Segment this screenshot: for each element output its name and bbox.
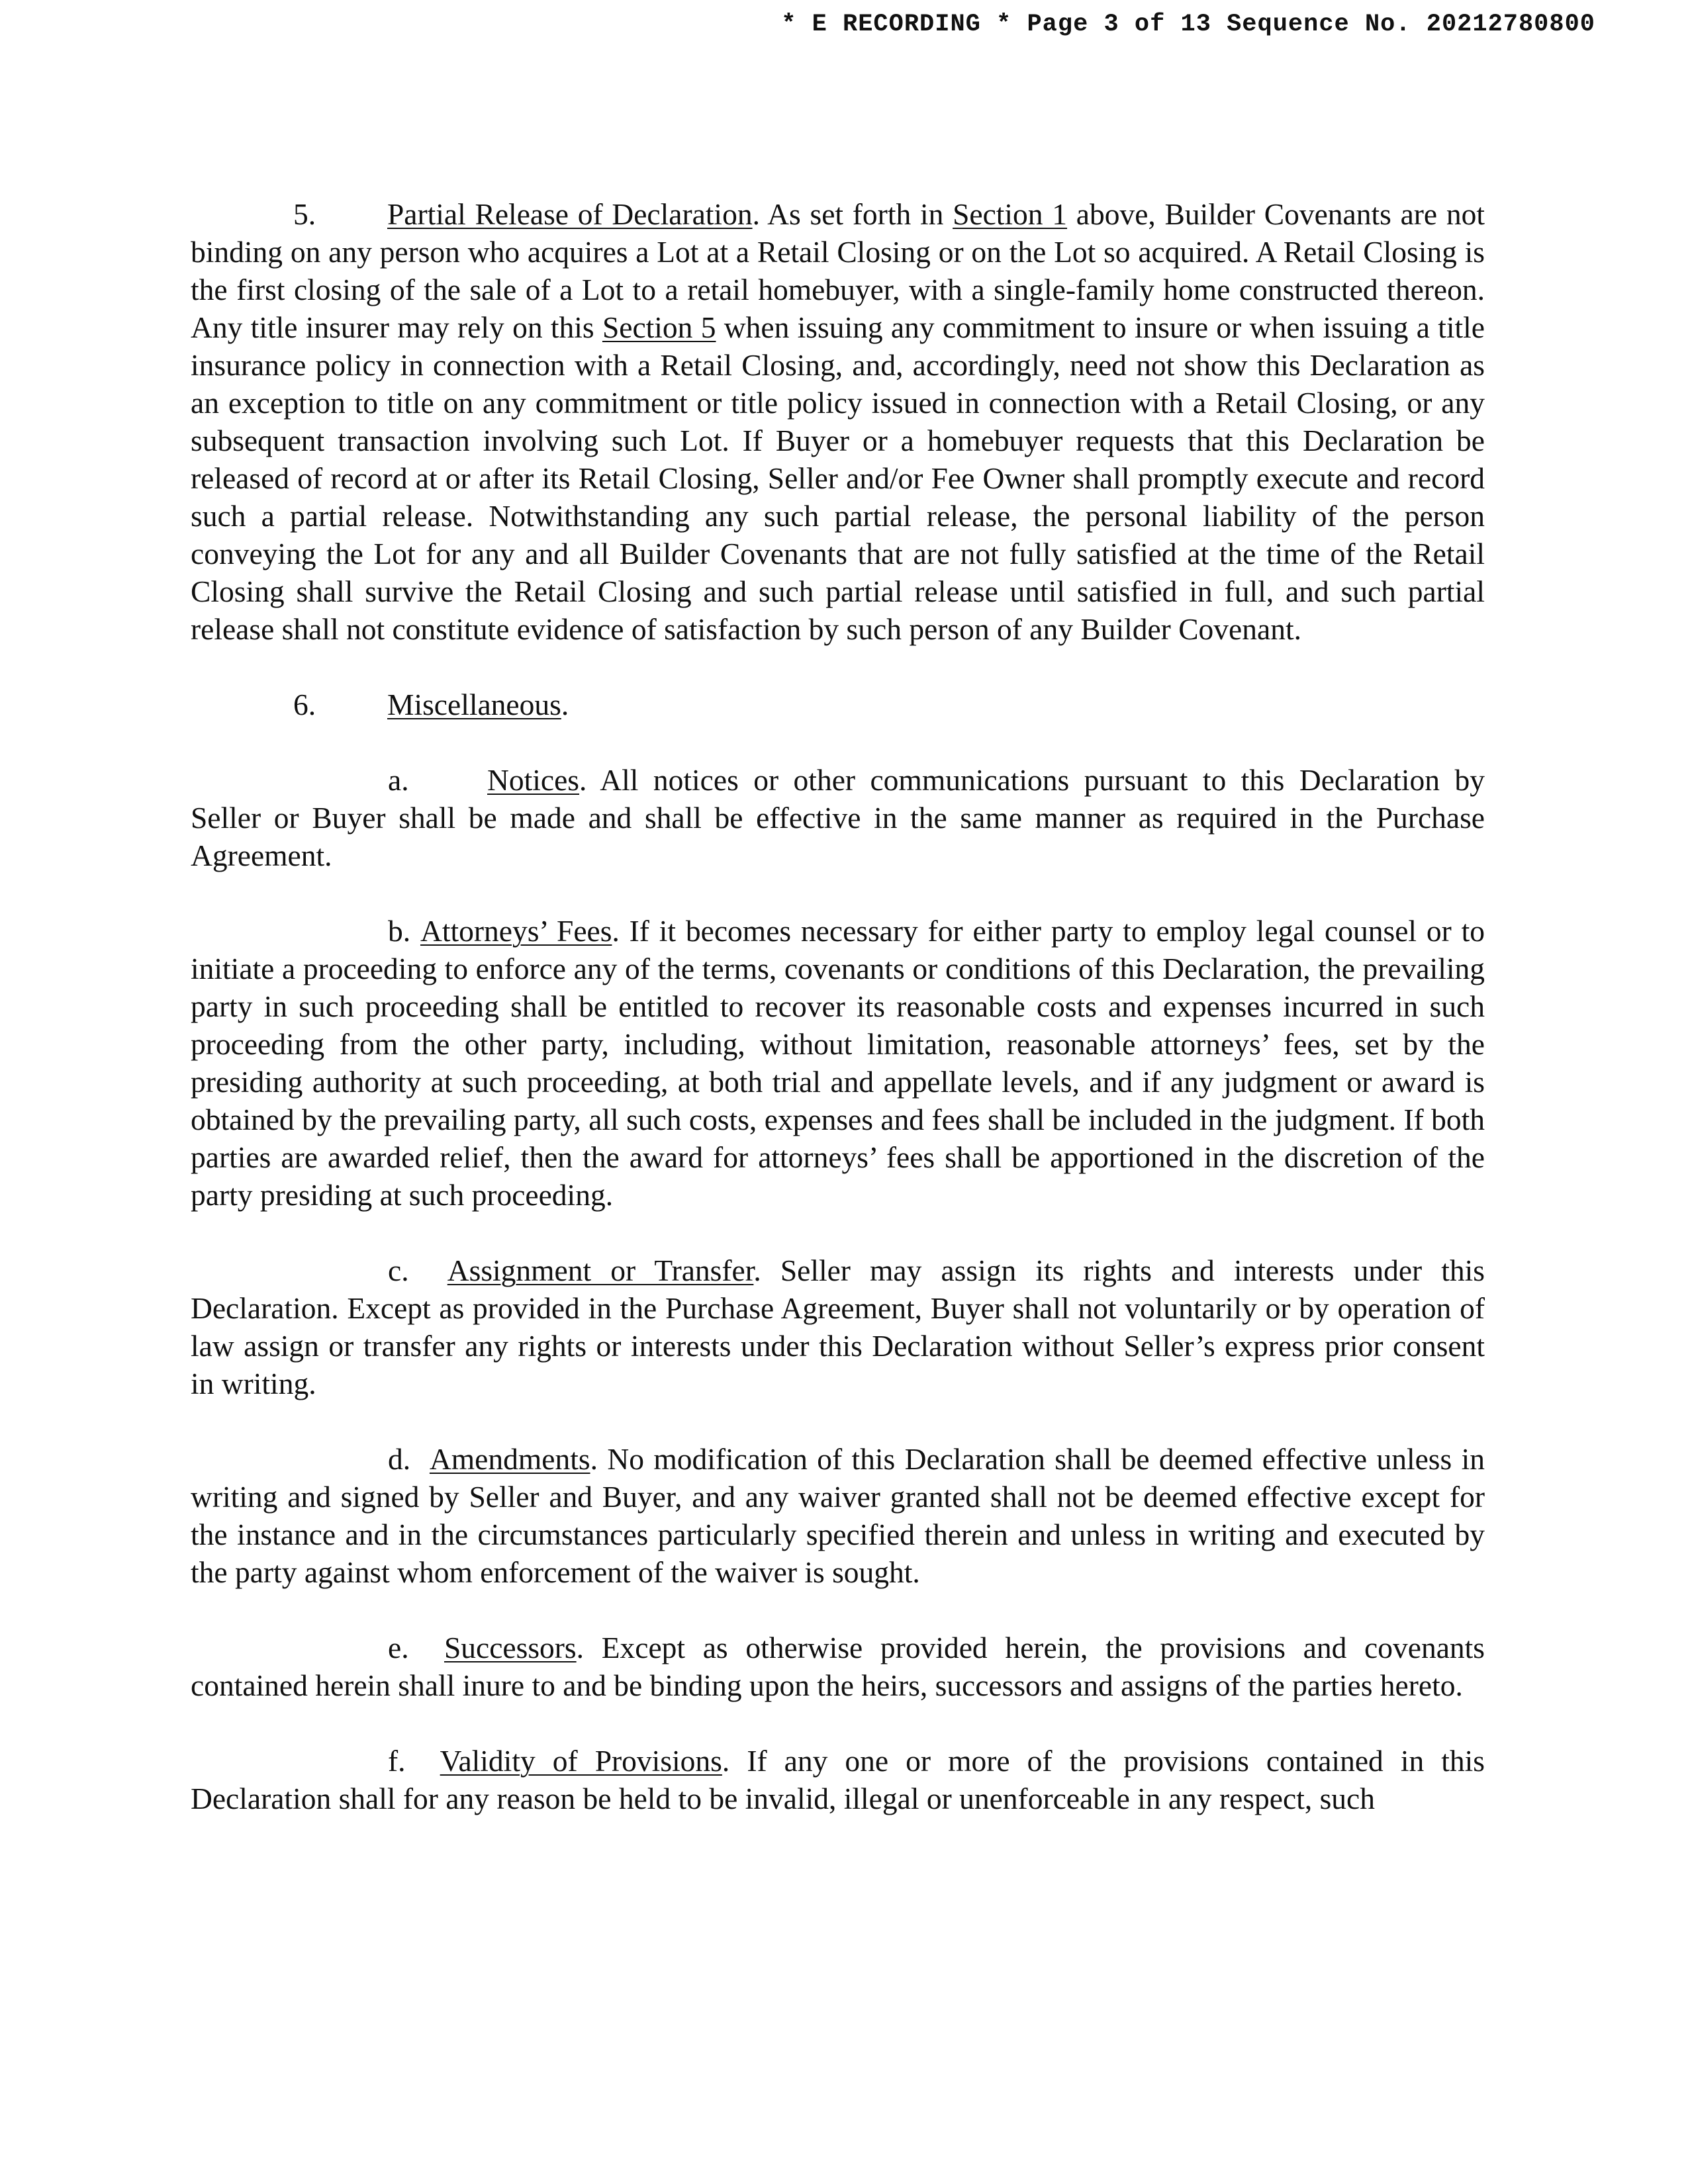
subsection-d-title: Amendments (429, 1442, 590, 1476)
subsection-e-letter: e. (388, 1631, 409, 1664)
subsection-b-text: . If it becomes necessary for either party to employ legal counsel or to initiate a proceeding to enforce any of the terms, covenants or conditions of this Declaration, the prevailing party in such proceeding shall be entitled to recover its reasonable costs and expenses incurred in such proceeding from the other party, including, without limitation, reasonable attorneys’ fees, set by the presiding authority at such proceeding, at both trial and appellate levels, and if any judgment or award is obtained by the prevailing party, all such costs, expenses and fees shall be included in the judgment. If both parties are awarded relief, then the award for attorneys’ fees shall be apportioned in the discretion of the party presiding at such proceeding. (191, 914, 1485, 1212)
subsection-f-paragraph (191, 1742, 1485, 1817)
subsection-a-paragraph (191, 761, 1485, 874)
subsection-c-paragraph (191, 1251, 1485, 1402)
subsection-d-paragraph (191, 1440, 1485, 1591)
section-6-heading (191, 686, 1485, 723)
section-5-text-a: . As set forth in (752, 197, 953, 231)
subsection-c-title: Assignment or Transfer (447, 1253, 754, 1287)
subsection-f-title: Validity of Provisions (440, 1744, 722, 1778)
document-body (191, 195, 1485, 1855)
subsection-e-title: Successors (444, 1631, 577, 1664)
section-5-text-c: when issuing any commitment to insure or when issuing a title insurance policy in connection with a Retail Closing, and, accordingly, need not show this Declaration as an exception to title on any commitment or title policy issued in connection with a Retail Closing, or any subsequent transaction involving such Lot. If Buyer or a homebuyer requests that this Declaration be released of record at or after its Retail Closing, Seller and/or Fee Owner shall promptly execute and record such a partial release. Notwithstanding any such partial release, the personal liability of the person conveying the Lot for any and all Builder Covenants that are not fully satisfied at the time of the Retail Closing shall survive the Retail Closing and such partial release until satisfied in full, and such partial release shall not constitute evidence of satisfaction by such person of any Builder Covenant. (191, 310, 1485, 646)
section-6-period: . (561, 688, 569, 721)
subsection-e-text: . Except as otherwise provided herein, the provisions and covenants contained herein shall inure to and be binding upon the heirs, successors and assigns of the parties hereto. (191, 1631, 1485, 1702)
section-6-title: Miscellaneous (387, 688, 561, 721)
subsection-f-letter: f. (388, 1744, 406, 1778)
subsection-c-letter: c. (388, 1253, 409, 1287)
section-5-reference: Section 5 (602, 310, 716, 344)
section-1-reference: Section 1 (953, 197, 1068, 231)
section-5-paragraph (191, 195, 1485, 648)
subsection-a-text: . All notices or other communications pursuant to this Declaration by Seller or Buyer shall be made and shall be effective in the same manner as required in the Purchase Agreement. (191, 763, 1485, 872)
subsection-b-paragraph (191, 912, 1485, 1214)
subsection-a-letter: a. (388, 763, 409, 797)
subsection-b-letter: b. (388, 914, 411, 948)
section-5-title: Partial Release of Declaration (387, 197, 753, 231)
recording-stamp: * E RECORDING * Page 3 of 13 Sequence No. 20212780800 (781, 11, 1595, 38)
subsection-d-text: . No modification of this Declaration shall be deemed effective unless in writing and signed by Seller and Buyer, and any waiver granted shall not be deemed effective except for the instance and in the circumstances particularly specified therein and unless in writing and executed by the party against whom enforcement of the waiver is sought. (191, 1442, 1485, 1589)
section-5-text-b: above, Builder Covenants are not binding on any person who acquires a Lot at a Retail Closing or on the Lot so acquired. A Retail Closing is the first closing of the sale of a Lot to a retail homebuyer, with a single-family home constructed thereon. Any title insurer may rely on this (191, 197, 1485, 344)
subsection-d-letter: d. (388, 1442, 411, 1476)
subsection-a-title: Notices (487, 763, 579, 797)
subsection-b-title: Attorneys’ Fees (420, 914, 612, 948)
subsection-e-paragraph (191, 1629, 1485, 1704)
section-5-number: 5. (293, 197, 316, 231)
section-6-number: 6. (293, 688, 316, 721)
subsection-c-text: . Seller may assign its rights and interests under this Declaration. Except as provided in the Purchase Agreement, Buyer shall not voluntarily or by operation of law assign or transfer any rights or interests under this Declaration without Seller’s express prior consent in writing. (191, 1253, 1485, 1400)
subsection-f-text: . If any one or more of the provisions contained in this Declaration shall for any reason be held to be invalid, illegal or unenforceable in any respect, such (191, 1744, 1485, 1815)
